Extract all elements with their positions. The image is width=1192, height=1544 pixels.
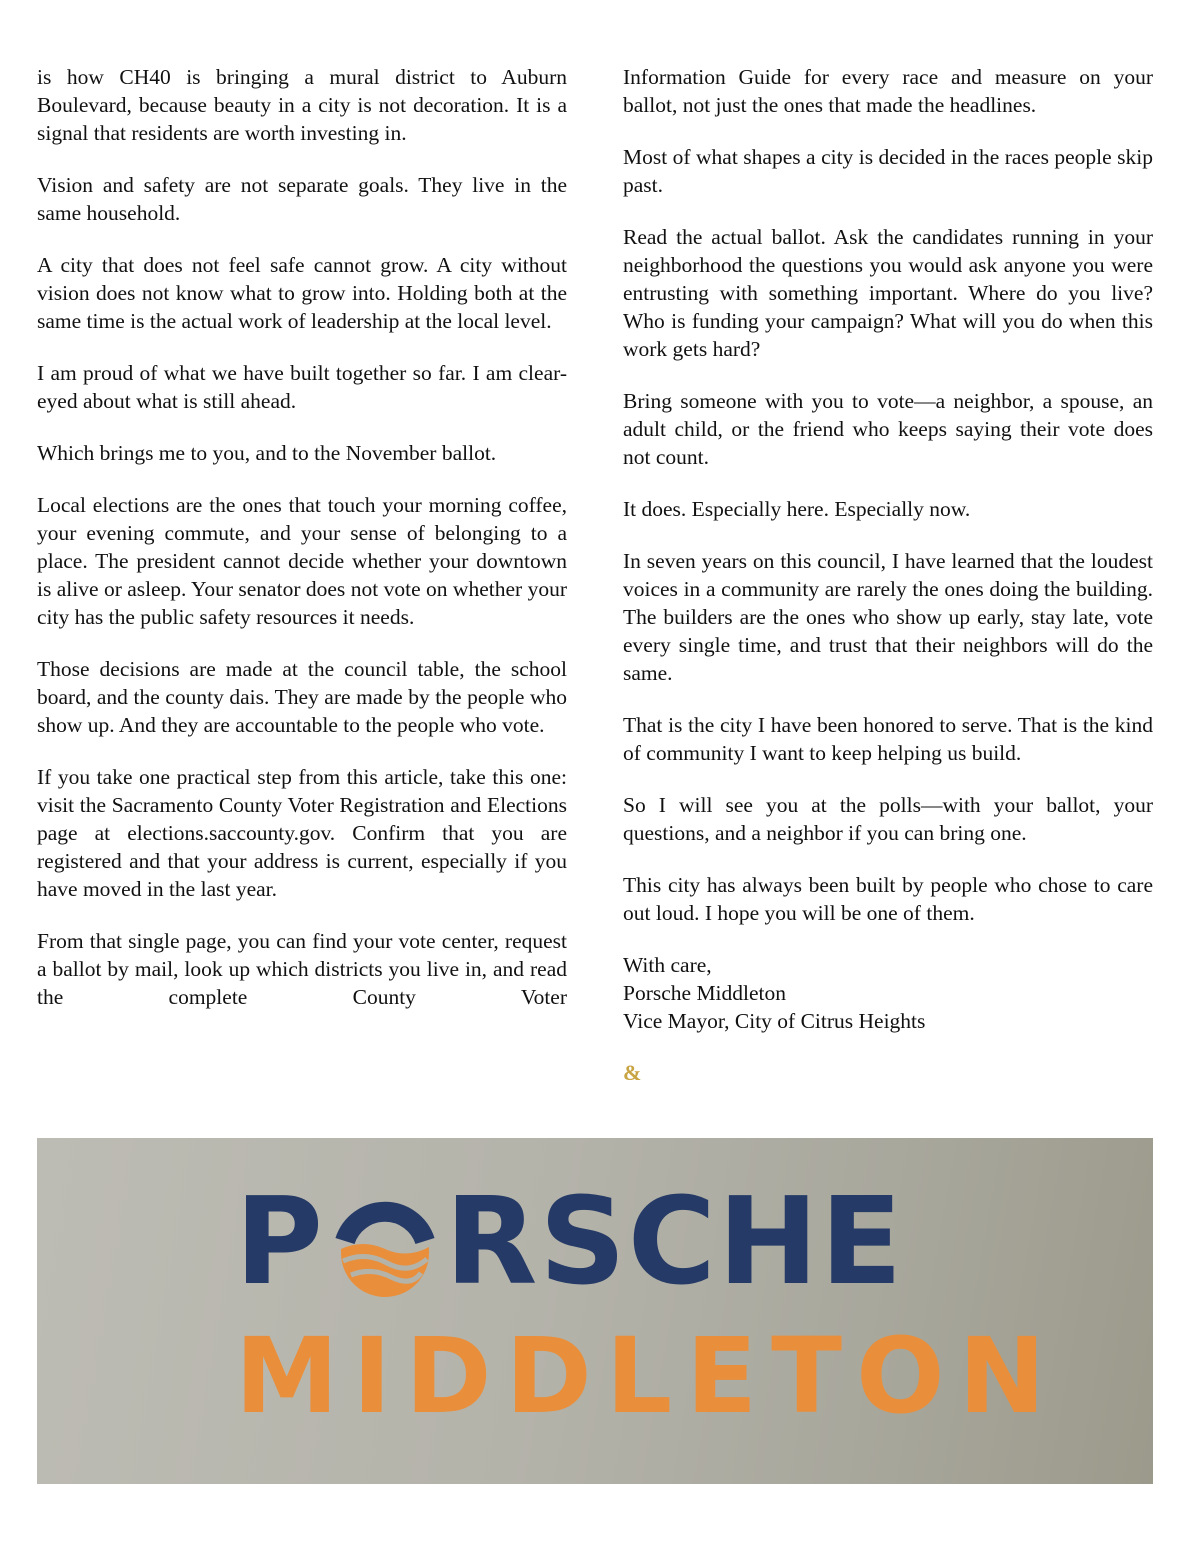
paragraph: Read the actual ballot. Ask the candidates running in your neighborhood the questions you would ask anyone you were entrusting with something important. Where do you live? Who is funding your campaign? What will you do when this work gets hard? — [623, 225, 1153, 361]
logo-banner — [37, 1138, 1153, 1484]
paragraph: If you take one practical step from this article, take this one: visit the Sacramento County Voter Registration and Elections page at elections.saccounty.gov. Confirm that you are registered and that your address is current, especially if you have moved in the last year. — [37, 765, 567, 901]
paragraph: Vision and safety are not separate goals. They live in the same household. — [37, 173, 567, 225]
paragraph: This city has always been built by people who chose to care out loud. I hope you will be one of them. — [623, 873, 1153, 925]
end-mark: & — [623, 1060, 642, 1085]
signoff-name: Porsche Middleton — [623, 981, 787, 1005]
paragraph: Information Guide for every race and measure on your ballot, not just the ones that made the headlines. — [623, 65, 1153, 117]
paragraph: Most of what shapes a city is decided in the races people skip past. — [623, 145, 1153, 197]
paragraph: is how CH40 is bringing a mural district to Auburn Boulevard, because beauty in a city is not decoration. It is a signal that residents are worth investing in. — [37, 65, 567, 145]
paragraph: Local elections are the ones that touch your morning coffee, your evening commute, and your sense of belonging to a place. The president cannot decide whether your downtown is alive or asleep. Your senator does not vote on whether your city has the public safety resources it needs. — [37, 493, 567, 629]
left-column — [37, 63, 567, 1035]
signoff-closing: With care, — [623, 953, 712, 977]
paragraph: From that single page, you can find your vote center, request a ballot by mail, look up which districts you live in, and read the complete County Voter — [37, 929, 567, 1009]
signoff-title: Vice Mayor, City of Citrus Heights — [623, 1009, 926, 1033]
paragraph: That is the city I have been honored to serve. That is the kind of community I want to keep helping us build. — [623, 713, 1153, 765]
paragraph: A city that does not feel safe cannot grow. A city without vision does not know what to grow into. Holding both at the same time is the actual work of leadership at the local level. — [37, 253, 567, 333]
paragraph: Which brings me to you, and to the November ballot. — [37, 441, 497, 465]
paragraph: In seven years on this council, I have learned that the loudest voices in a community are rarely the ones doing the building. The builders are the ones who show up early, stay late, vote every single time, and trust that their neighbors will do the same. — [623, 549, 1153, 685]
logo-letter-p: P — [235, 1173, 325, 1312]
paragraph: Bring someone with you to vote—a neighbor, a spouse, an adult child, or the friend who keeps saying their vote does not count. — [623, 389, 1153, 469]
paragraph: It does. Especially here. Especially now. — [623, 497, 971, 521]
right-column — [623, 63, 1153, 1111]
logo-first-name — [235, 1173, 905, 1312]
paragraph: I am proud of what we have built together so far. I am clear-eyed about what is still ahead. — [37, 361, 567, 413]
logo-o-mark-icon — [329, 1183, 441, 1303]
paragraph: Those decisions are made at the council table, the school board, and the county dais. They are made by the people who show up. And they are accountable to the people who vote. — [37, 657, 567, 737]
logo-letters-rsche: RSCHE — [444, 1173, 905, 1312]
signoff — [623, 951, 1153, 1035]
paragraph: So I will see you at the polls—with your ballot, your questions, and a neighbor if you can bring one. — [623, 793, 1153, 845]
logo-last-name: MIDDLETON — [235, 1315, 1060, 1437]
